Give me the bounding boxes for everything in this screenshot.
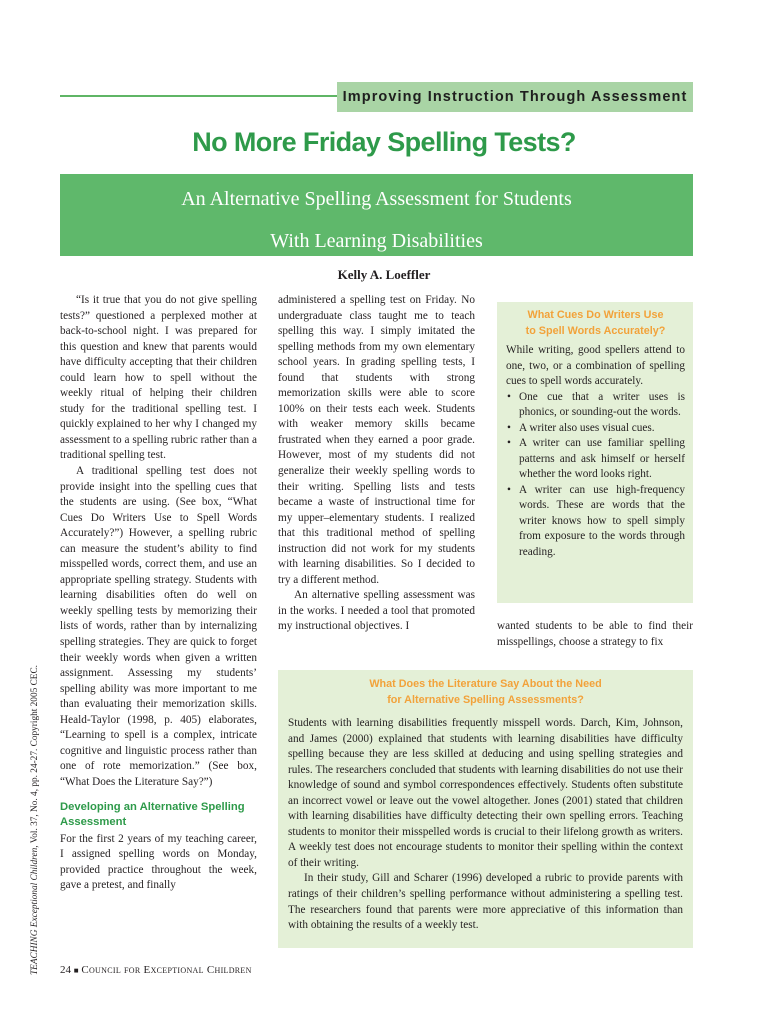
footer-organization: Council for Exceptional Children xyxy=(81,964,252,976)
section-heading: Developing an Alternative Spelling Assessment xyxy=(60,800,245,828)
citation-details: , Vol. 37, No. 4, pp. 24-27. Copyright 2005 CEC. xyxy=(30,665,40,848)
cues-list xyxy=(506,390,685,561)
footer-separator-icon: ■ xyxy=(73,966,79,975)
paragraph: Students with learning disabilities frequently misspell words. Darch, Kim, Johnson, and James (2000) explained that students with learning disabilities have difficulty spelling because they are less skilled at deducing and using spelling strategies and rules. The researchers concluded that students with learning disabilities do not use their knowledge of sound and symbol correspondences effectively. Students often substitute an incorrect vowel or leave out the vowel altogether. Jones (2001) stated that children with learning disabilities have difficulty detecting their own spelling errors. Teaching students to monitor their misspelled words is crucial to their lifelong growth as writers. A weekly test does not encourage students to monitor their spelling within the context of their writing. xyxy=(288,717,683,869)
column-1 xyxy=(60,293,257,894)
literature-box-title xyxy=(288,677,683,708)
journal-name: TEACHING Exceptional Children xyxy=(30,847,40,975)
sidebar-body xyxy=(506,343,685,560)
list-item xyxy=(506,421,685,437)
literature-box xyxy=(278,670,693,948)
paragraph: “Is it true that you do not give spelling tests?” questioned a perplexed mother at back-to-school night. I was prepared for this question and knew that parents would have difficulty accepting that their children could learn how to spell without the weekly ritual of helping their children study for the traditional spelling test. I quickly explained to her why I changed my assessment to a spelling rubric rather than a traditional spelling test. xyxy=(60,294,257,462)
subtitle-line-2: With Learning Disabilities xyxy=(270,230,483,252)
subtitle-line-1: An Alternative Spelling Assessment for Students xyxy=(181,188,572,210)
sidebar-title-line-2: to Spell Words Accurately? xyxy=(525,324,666,337)
list-item xyxy=(506,436,685,483)
column-3-continuation xyxy=(497,619,693,650)
list-item xyxy=(506,390,685,421)
bullet-icon: • xyxy=(507,437,511,449)
list-item-text: A writer can use high-frequency words. These are words that the writer knows how to spell simply from exposure to the words through reading. xyxy=(519,483,685,558)
section-tag: Improving Instruction Through Assessment xyxy=(337,82,693,112)
bullet-icon: • xyxy=(507,390,511,403)
subtitle-band xyxy=(60,174,693,256)
list-item-text: A writer also uses visual cues. xyxy=(519,421,655,434)
page-footer xyxy=(60,964,252,976)
paragraph: wanted students to be able to find their misspellings, choose a strategy to fix xyxy=(497,620,693,648)
page-number: 24 xyxy=(60,964,71,976)
list-item-text: One cue that a writer uses is phonics, or sounding-out the words. xyxy=(519,390,685,418)
list-item-text: A writer can use familiar spelling patterns and ask himself or herself whether the word looks right. xyxy=(519,437,685,480)
article-subtitle xyxy=(60,178,693,262)
bullet-icon: • xyxy=(507,483,511,496)
bullet-icon: • xyxy=(507,421,511,434)
author-byline: Kelly A. Loeffler xyxy=(337,267,431,282)
copyright-credit xyxy=(30,665,40,975)
column-2 xyxy=(278,293,475,635)
paragraph: An alternative spelling assessment was in the works. I needed a tool that promoted my instructional objectives. I xyxy=(278,589,475,633)
literature-box-body xyxy=(288,716,683,934)
sidebar-title-line-1: What Cues Do Writers Use xyxy=(527,309,664,321)
header-rule xyxy=(60,95,340,97)
sidebar-title xyxy=(506,308,685,339)
paragraph: In their study, Gill and Scharer (1996) developed a rubric to provide parents with ratings of their children’s spelling performance without administering a spelling test. The researchers found that parents were more appreciative of this information than with obtaining the results of a weekly test. xyxy=(288,872,683,932)
literature-title-line-2: for Alternative Spelling Assessments? xyxy=(387,693,584,706)
list-item xyxy=(506,483,685,561)
paragraph: A traditional spelling test does not provide insight into the spelling cues that the students are using. (See box, “What Cues Do Writers Use to Spell Words Accurately?”) However, a spelling rubric can measure the student’s ability to find misspelled words, correct them, and use an appropriate spelling strategy. Students with learning disabilities often do well on weekly spelling tests by memorizing their lists of words, rather than by internalizing spelling strategies. They are quick to forget their weekly words when given a written assignment. Assessing my students’ spelling ability was more important to me than evaluating their memorization skills. Heald-Taylor (1998, p. 405) elaborates, “Learning to spell is a complex, intricate cognitive and linguistic process rather than one of rote memorization.” (See box, “What Does the Literature Say?”) xyxy=(60,465,257,788)
article-title: No More Friday Spelling Tests? xyxy=(192,127,576,157)
paragraph: administered a spelling test on Friday. No undergraduate class taught me to teach spelling this way. I simply imitated the spelling methods from my own elementary school years. In grading spelling tests, I found that students with strong memorization skills were able to score 100% on their tests each week. Students with weaker memory skills became frustrated when they earned a poor grade. However, most of my students did not generalize their weekly spelling words to their writing. Spelling lists and tests became a waste of instructional time for my upper–elementary students. I realized that this traditional method of spelling instruction did not work for my students with learning disabilities. So I decided to try a different method. xyxy=(278,294,475,586)
sidebar-intro: While writing, good spellers attend to one, two, or a combination of spelling cues to spell words accurately. xyxy=(506,344,685,387)
literature-title-line-1: What Does the Literature Say About the Need xyxy=(369,678,602,690)
paragraph: For the first 2 years of my teaching career, I assigned spelling words on Monday, provided practice throughout the week, gave a pretest, and finally xyxy=(60,832,257,892)
cues-sidebar-box xyxy=(497,302,693,603)
